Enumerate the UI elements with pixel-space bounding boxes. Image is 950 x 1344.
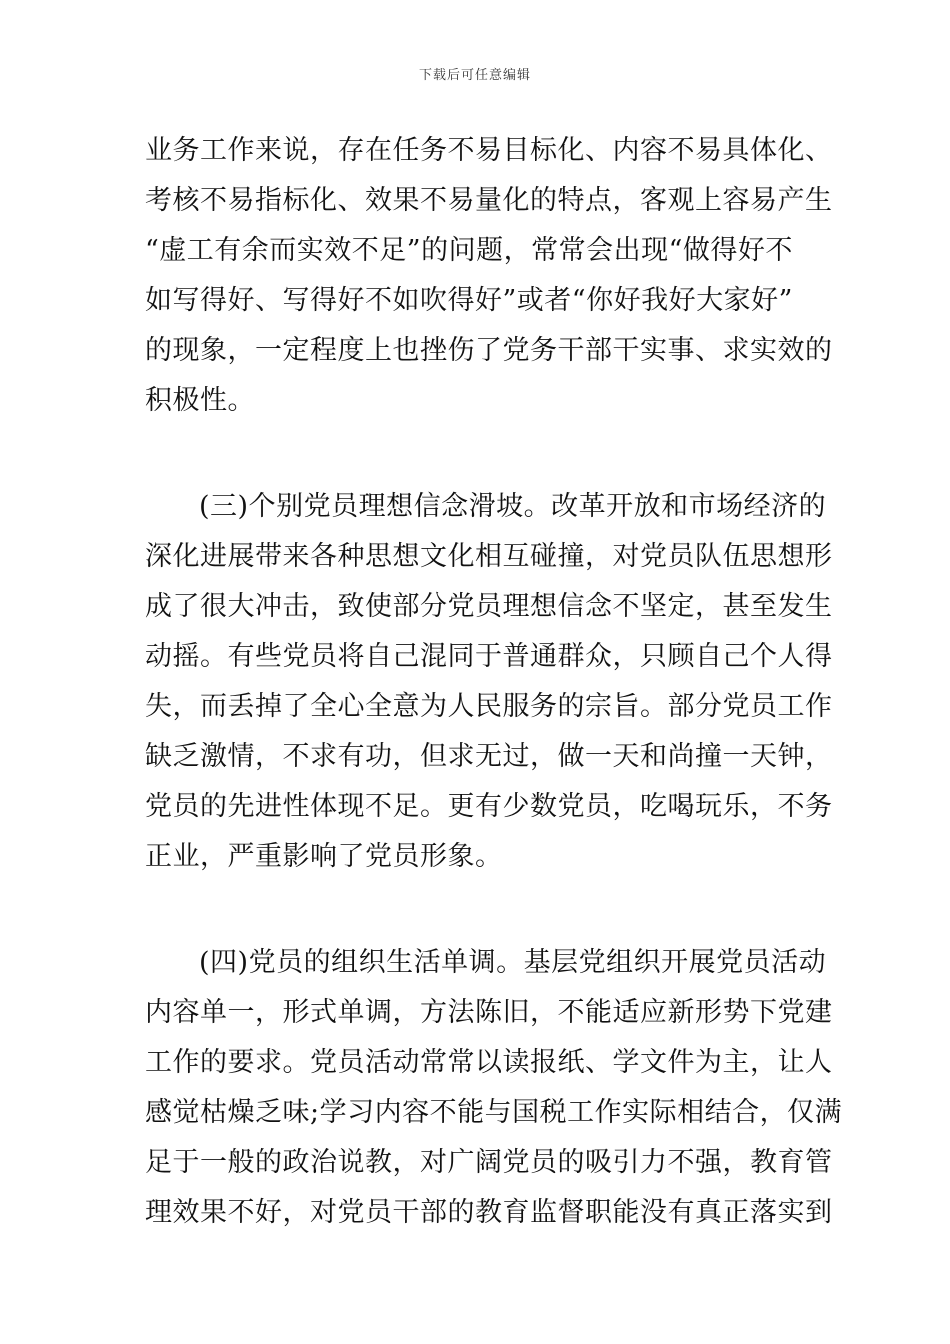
paragraph-3 (145, 938, 843, 1238)
text-line: 理效果不好，对党员干部的教育监督职能没有真正落实到 (145, 1197, 833, 1228)
paragraph-2 (145, 482, 833, 882)
text-line: 失，而丢掉了全心全意为人民服务的宗旨。部分党员工作 (145, 691, 833, 722)
text-line: 党员的先进性体现不足。更有少数党员，吃喝玩乐，不务 (145, 791, 833, 822)
text-line: 业务工作来说，存在任务不易目标化、内容不易具体化、 (145, 135, 833, 166)
text-line: 的现象，一定程度上也挫伤了党务干部干实事、求实效的 (145, 335, 833, 366)
paragraph-1 (145, 126, 833, 426)
text-line: 深化进展带来各种思想文化相互碰撞，对党员队伍思想形 (145, 541, 833, 572)
text-line: 考核不易指标化、效果不易量化的特点，客观上容易产生 (145, 185, 833, 216)
text-line: 缺乏激情，不求有功，但求无过，做一天和尚撞一天钟， (145, 741, 833, 772)
text-line: 感觉枯燥乏味;学习内容不能与国税工作实际相结合，仅满 (145, 1097, 843, 1128)
paragraph-gap (145, 882, 810, 938)
text-line: 积极性。 (145, 385, 255, 416)
text-line: 内容单一，形式单调，方法陈旧，不能适应新形势下党建 (145, 997, 833, 1028)
document-body (145, 126, 843, 1238)
text-line: 工作的要求。党员活动常常以读报纸、学文件为主，让人 (145, 1047, 833, 1078)
text-line: (四)党员的组织生活单调。基层党组织开展党员活动 (199, 947, 827, 978)
text-line: 动摇。有些党员将自己混同于普通群众，只顾自己个人得 (145, 641, 833, 672)
text-line: (三)个别党员理想信念滑坡。改革开放和市场经济的 (199, 491, 827, 522)
page-header: 下载后可任意编辑 (418, 68, 531, 83)
paragraph-gap (145, 426, 810, 482)
text-line: “虚工有余而实效不足”的问题，常常会出现“做得好不 (145, 235, 793, 266)
text-line: 正业，严重影响了党员形象。 (145, 841, 503, 872)
text-line: 如写得好、写得好不如吹得好”或者“你好我好大家好” (145, 285, 793, 316)
text-line: 成了很大冲击，致使部分党员理想信念不坚定，甚至发生 (145, 591, 833, 622)
text-line: 足于一般的政治说教，对广阔党员的吸引力不强，教育管 (145, 1147, 833, 1178)
